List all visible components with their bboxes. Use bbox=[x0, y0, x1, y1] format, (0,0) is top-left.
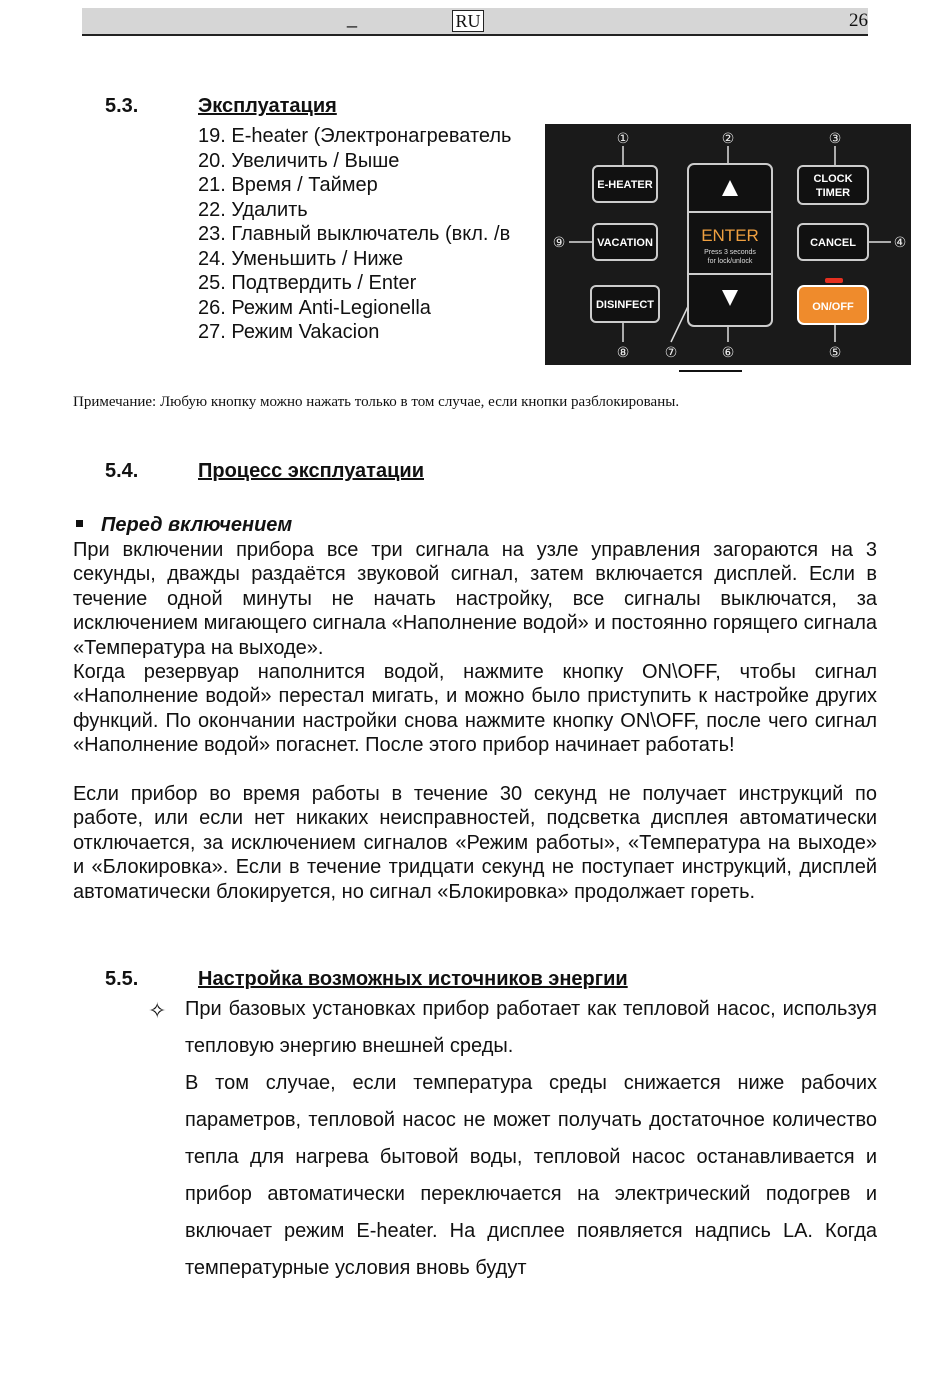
list-item: 27. Режим Vakacion bbox=[198, 321, 380, 343]
e-heater-button bbox=[593, 166, 657, 202]
section-title: Настройка возможных источников энергии bbox=[198, 968, 628, 990]
timer-label: TIMER bbox=[815, 187, 851, 199]
callout-5: ⑤ bbox=[828, 345, 842, 361]
on-off-label: ON/OFF bbox=[812, 301, 854, 313]
callout-7: ⑦ bbox=[664, 345, 678, 361]
list-item: 26. Режим Anti-Legionella bbox=[198, 296, 431, 319]
vacation-button bbox=[593, 224, 657, 260]
callout-2: ② bbox=[721, 131, 735, 147]
callout-1: ① bbox=[616, 131, 630, 147]
subheading-before-start bbox=[73, 514, 292, 537]
list-item: 22. Удалить bbox=[198, 198, 308, 221]
callout-6: ⑥ bbox=[721, 345, 735, 361]
enter-hint-line-1: Press 3 seconds bbox=[704, 249, 756, 256]
callout-4: ④ bbox=[893, 235, 907, 251]
callout-3: ③ bbox=[828, 131, 842, 147]
section-number: 5.4. bbox=[105, 460, 139, 482]
note-text: Примечание: Любую кнопку можно нажать только в том случае, если кнопки разблокированы. bbox=[73, 394, 680, 410]
diamond-bullet-icon: ✧ bbox=[148, 998, 167, 1023]
vacation-label: VACATION bbox=[597, 237, 653, 249]
e-heater-label: E-HEATER bbox=[597, 179, 653, 191]
language-label: RU bbox=[452, 10, 484, 32]
list-item: 19. E-heater (Электронагреватель bbox=[198, 125, 512, 147]
page-header bbox=[82, 8, 868, 36]
subheading-text: Перед включением bbox=[101, 514, 293, 536]
clock-label: CLOCK bbox=[813, 173, 853, 185]
enter-hint-line-2: for lock/unlock bbox=[707, 258, 753, 265]
navigation-block bbox=[688, 164, 772, 326]
section-title: Процесс эксплуатации bbox=[198, 460, 424, 482]
callout-9: ⑨ bbox=[552, 235, 566, 251]
enter-label: ENTER bbox=[701, 226, 759, 245]
cancel-label: CANCEL bbox=[810, 237, 856, 249]
section-number: 5.5. bbox=[105, 968, 139, 990]
header-dash: _ bbox=[347, 8, 358, 28]
paragraph: Когда резервуар наполнится водой, нажмите кнопку ON\OFF, чтобы сигнал «Наполнение водой» перестал мигать, и можно было приступить к настройке других функций. По окончании настройки снова нажмите кнопку ON\OFF, после чего сигнал «Наполнение водой» погаснет. После этого прибор начинает работать! bbox=[73, 661, 877, 757]
list-item: 24. Уменьшить / Ниже bbox=[198, 247, 404, 270]
button-list bbox=[198, 124, 528, 345]
section-number: 5.3. bbox=[105, 95, 139, 117]
list-item: 25. Подтвердить / Enter bbox=[198, 272, 417, 294]
control-panel-image bbox=[545, 124, 911, 365]
cancel-button bbox=[798, 224, 868, 260]
list-item: 21. Время / Таймер bbox=[198, 174, 378, 196]
disinfect-button bbox=[591, 286, 659, 322]
paragraph: В том случае, если температура среды снижается ниже рабочих параметров, тепловой насос не может получать достаточное количество тепла для нагрева бытовой воды, тепловой насос останавливается и прибор автоматически переключается на электрический подогрев и включает режим E-heater. На дисплее появляется надпись LA. Когда температурные условия вновь будут bbox=[185, 1072, 877, 1279]
clock-timer-button bbox=[798, 166, 868, 204]
section-title: Эксплуатация bbox=[198, 95, 337, 117]
callout-8: ⑧ bbox=[616, 345, 630, 361]
disinfect-label: DISINFECT bbox=[595, 299, 655, 311]
page-number: 26 bbox=[849, 10, 868, 31]
divider bbox=[679, 370, 742, 372]
list-item: 20. Увеличить / Выше bbox=[198, 149, 400, 172]
paragraph: При включении прибора все три сигнала на узле управления загораются на 3 секунды, дважды раздаётся звуковой сигнал, затем включается дисплей. Если в течение одной минуты не начать настройку, все сигналы выключатся, за исключением мигающего сигнала «Наполнение водой» и постоянно горящего сигнала «Температура на выходе». bbox=[73, 539, 877, 659]
paragraph: Если прибор во время работы в течение 30 секунд не получает инструкций по работе, или если нет никаких неисправностей, подсветка дисплея автоматически отключается, за исключением сигналов «Режим работы», «Температура на выходе» и «Блокировка». Если в течение тридцати секунд не поступает инструкций, дисплей автоматически блокируется, но сигнал «Блокировка» продолжает гореть. bbox=[73, 783, 877, 903]
list-item: 23. Главный выключатель (вкл. /в bbox=[198, 223, 511, 245]
bullet-square-icon bbox=[76, 520, 83, 527]
paragraph: При базовых установках прибор работает как тепловой насос, используя тепловую энергию внешней среды. bbox=[185, 998, 877, 1057]
